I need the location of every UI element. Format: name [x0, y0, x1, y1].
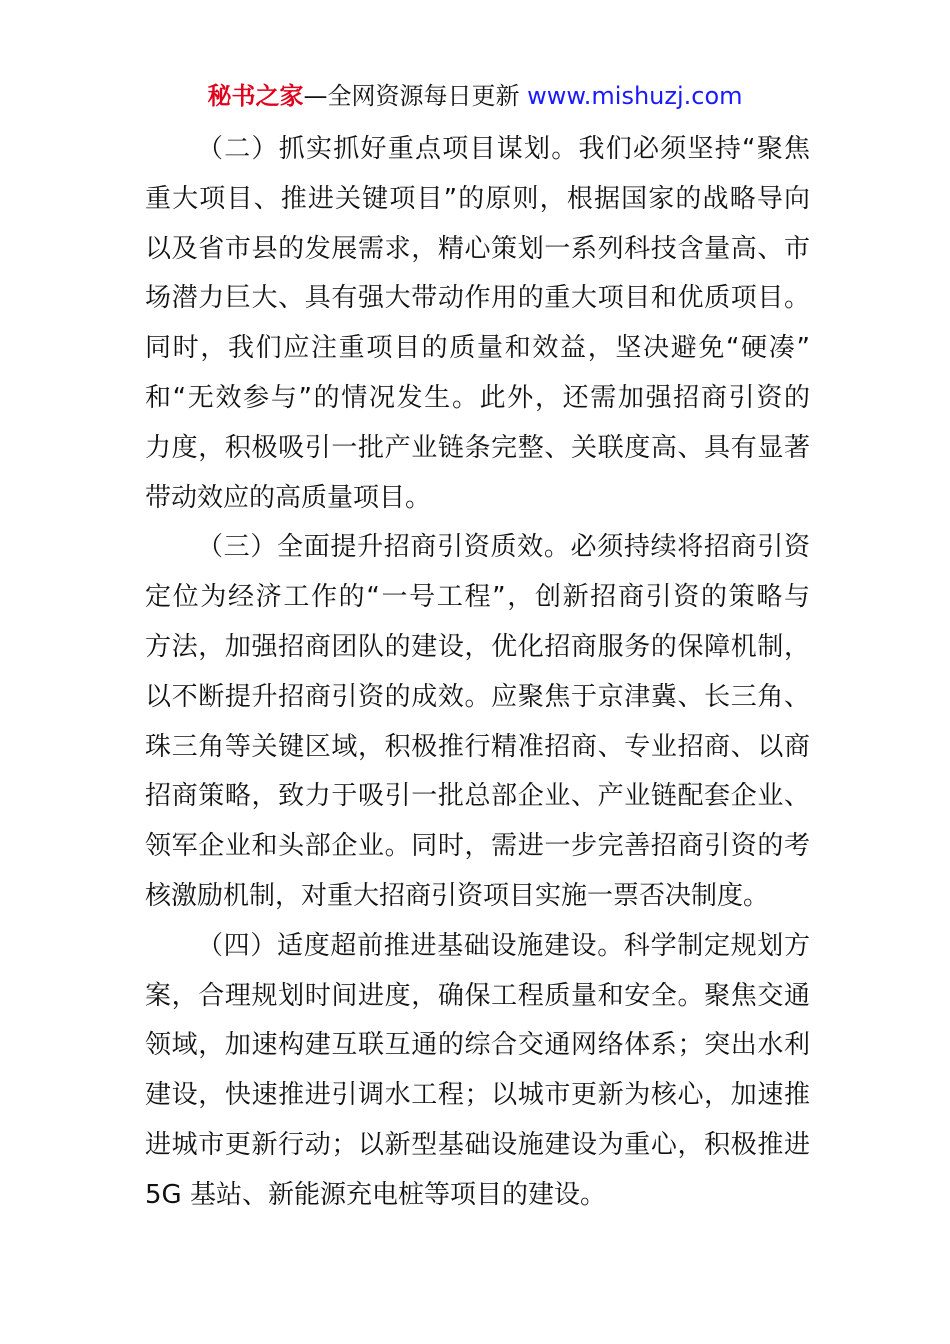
text-line: （二）抓实抓好重点项目谋划。我们必须坚持“聚焦 — [197, 134, 810, 164]
text-line: 领军企业和头部企业。同时，需进一步完善招商引资的考 — [145, 831, 810, 862]
text-line: 案，合理规划时间进度，确保工程质量和安全。聚焦交通 — [145, 980, 810, 1011]
paragraph-4 — [145, 922, 810, 1221]
site-header — [0, 80, 950, 112]
text-line: 招商策略，致力于吸引一批总部企业、产业链配套企业、 — [145, 781, 810, 812]
document-body — [145, 125, 810, 1221]
text-line: 建设，快速推进引调水工程；以城市更新为核心，加速推 — [145, 1080, 810, 1111]
text-line: 以及省市县的发展需求，精心策划一系列科技含量高、市 — [145, 233, 810, 264]
text-line: 以不断提升招商引资的成效。应聚焦于京津冀、长三角、 — [145, 681, 810, 712]
text-line: 领域，加速构建互联互通的综合交通网络体系；突出水利 — [145, 1030, 810, 1061]
site-url[interactable]: www.mishuzj.com — [527, 82, 743, 110]
text-line: 和“无效参与”的情况发生。此外，还需加强招商引资的 — [145, 382, 810, 413]
text-line: （三）全面提升招商引资质效。必须持续将招商引资 — [197, 532, 810, 563]
paragraph-3 — [145, 523, 810, 921]
text-line: 同时，我们应注重项目的质量和效益，坚决避免“硬凑” — [145, 333, 810, 364]
text-line: 方法，加强招商团队的建设，优化招商服务的保障机制， — [145, 631, 810, 662]
text-line: 力度，积极吸引一批产业链条完整、关联度高、具有显著 — [145, 432, 810, 463]
text-line: 进城市更新行动；以新型基础设施建设为重心，积极推进 — [145, 1129, 810, 1160]
text-line: 场潜力巨大、具有强大带动作用的重大项目和优质项目。 — [145, 283, 810, 314]
text-line: 带动效应的高质量项目。 — [145, 482, 432, 513]
header-tagline: —全网资源每日更新 — [303, 82, 528, 110]
paragraph-2 — [145, 125, 810, 523]
text-line: 定位为经济工作的“一号工程”，创新招商引资的策略与 — [145, 582, 810, 613]
text-line: 珠三角等关键区域，积极推行精准招商、专业招商、以商 — [145, 731, 810, 762]
text-line: （四）适度超前推进基础设施建设。科学制定规划方 — [197, 930, 810, 961]
text-line: 重大项目、推进关键项目”的原则，根据国家的战略导向 — [145, 183, 810, 214]
text-line: 核激励机制，对重大招商引资项目实施一票否决制度。 — [145, 880, 770, 911]
text-line: 5G 基站、新能源充电桩等项目的建设。 — [145, 1179, 606, 1210]
brand-name: 秘书之家 — [207, 82, 304, 110]
